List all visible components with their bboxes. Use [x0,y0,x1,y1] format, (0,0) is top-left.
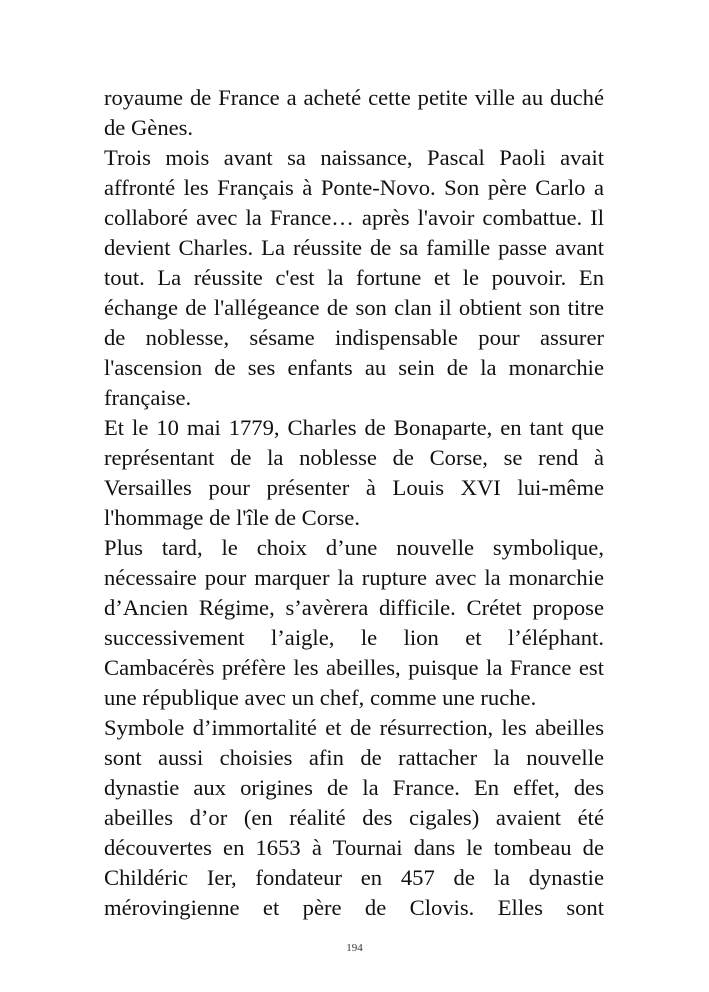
paragraph-5: Symbole d’immortalité et de résurrection, les abeilles sont aussi choisies afin de rattacher la nouvelle dynastie aux origines de la France. En effet, des abeilles d’or (en réalité des cigales) avaient été découvertes en 1653 à Tournai dans le tombeau de Childéric Ier, fondateur en 457 de la dynastie mérovingienne et père de Clovis. Elles sont [104,715,604,920]
page-body [104,83,604,923]
page-number: 194 [346,942,363,954]
paragraph-2: Trois mois avant sa naissance, Pascal Paoli avait affronté les Français à Ponte-Novo. Son père Carlo a collaboré avec la France… après l'avoir combattue. Il devient Charles. La réussite de sa famille passe avant tout. La réussite c'est la fortune et le pouvoir. En échange de l'allégeance de son clan il obtient son titre de noblesse, sésame indispensable pour assurer l'ascension de ses enfants au sein de la monarchie française. [104,145,604,410]
paragraph-4: Plus tard, le choix d’une nouvelle symbolique, nécessaire pour marquer la rupture avec la monarchie d’Ancien Régime, s’avèrera difficile. Crétet propose successivement l’aigle, le lion et l’éléphant. Cambacérès préfère les abeilles, puisque la France est une république avec un chef, comme une ruche. [104,535,604,710]
paragraph-3: Et le 10 mai 1779, Charles de Bonaparte, en tant que représentant de la noblesse de Corse, se rend à Versailles pour présenter à Louis XVI lui-même l'hommage de l'île de Corse. [104,415,604,530]
paragraph-1: royaume de France a acheté cette petite ville au duché de Gènes. [104,85,604,140]
